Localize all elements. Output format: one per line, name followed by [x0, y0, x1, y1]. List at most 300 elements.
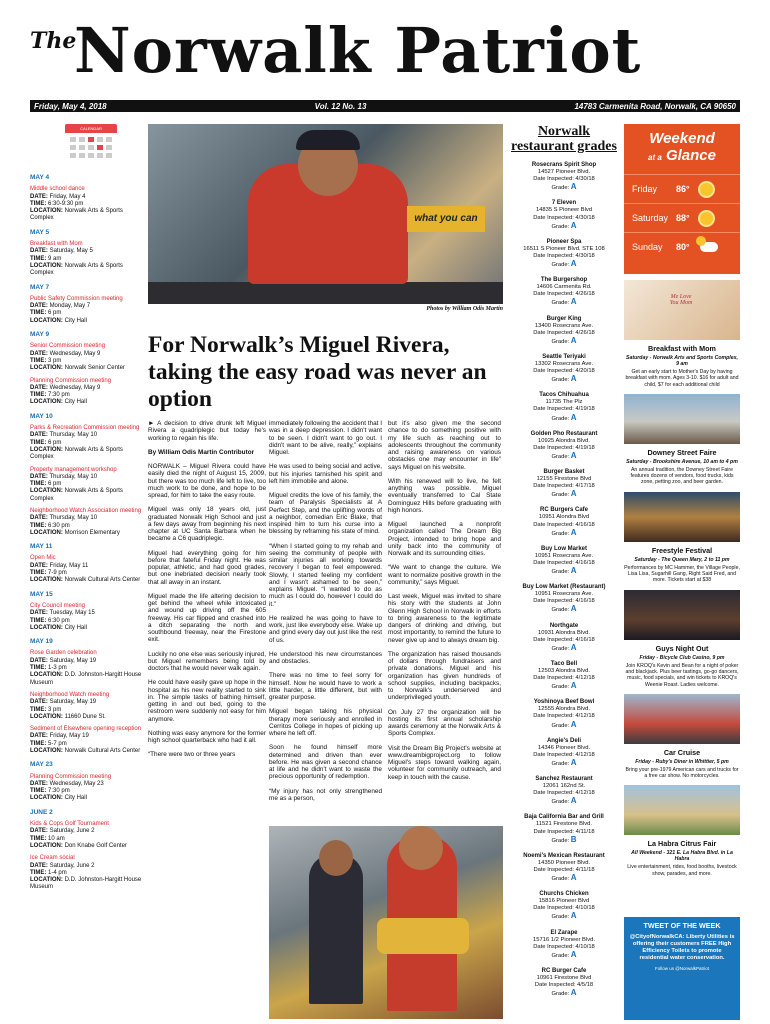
article-paragraph: immediately following the accident that I was in a deep depression. I didn't want to be seen. I didn't want to go out. I didn't want to be alive, really,” explains Miguel.	[269, 420, 382, 456]
calendar-icon-label: CALENDAR	[65, 124, 117, 133]
calendar-line-key: DATE:	[30, 657, 48, 664]
weekend-event-title: Car Cruise	[663, 747, 701, 757]
restaurant-address: 13400 Rosecrans Ave.	[534, 322, 594, 329]
calendar-event-line	[30, 440, 142, 447]
grade-entry	[509, 277, 619, 307]
calendar-line-value: Tuesday, May 15	[49, 610, 95, 617]
restaurant-address: 15816 Pioneer Blvd	[538, 898, 590, 905]
photo-credit: Photos by William Odis Martin	[426, 306, 503, 312]
calendar-event-line	[30, 385, 142, 392]
article-paragraph: Nothing was easy anymore for the former high school quarterback who had it all.	[148, 729, 266, 744]
grade-line: Grade: A	[551, 988, 577, 998]
tweet-of-the-week	[624, 917, 740, 1020]
grade-line: Grade: A	[551, 873, 577, 883]
article-paragraph: With his renewed will to live, he felt anything was possible. Miguel eventually transferred to Cal State Dominguez Hills before graduating with high honors.	[388, 477, 501, 514]
article-paragraph: Miguel launched a nonprofit organization called The Dream Big Project, intended to bring hope and unity back into the community of Norwalk and its surrounding cities.	[388, 521, 501, 557]
weekend-event-photo	[624, 785, 740, 835]
calendar-line-key: TIME:	[30, 310, 47, 317]
weather-day-name: Sunday	[632, 242, 663, 252]
weekend-glance-box	[624, 124, 740, 274]
calendar-line-key: LOCATION:	[30, 842, 63, 849]
article-paragraph: ► A decision to drive drunk left Miguel Rivera a quadriplegic but today he's working to regain his life.	[148, 420, 266, 442]
calendar-line-value: 1-4 pm	[48, 869, 67, 876]
weekend-event	[624, 590, 740, 688]
restaurant-address: 10951 Rosecrans Ave.	[534, 552, 594, 559]
calendar-line-key: LOCATION:	[30, 795, 63, 802]
grade-letter: A	[570, 527, 577, 537]
calendar-line-key: DATE:	[30, 828, 48, 835]
restaurant-address: 13302 Rosecrans Ave.	[534, 360, 594, 367]
weekend-event-photo	[624, 492, 740, 542]
inspection-date: Date Inspected: 4/12/18	[533, 790, 595, 797]
calendar-event-name: Breakfast with Mom	[30, 241, 83, 248]
restaurant-address: 12555 Alondra Blvd.	[538, 706, 590, 713]
calendar-line-value: Morrison Elementary	[64, 529, 120, 536]
calendar-line-value: Saturday, June 2	[49, 862, 95, 869]
calendar-line-value: Monday, May 7	[49, 303, 91, 310]
article-paragraph: “We want to change the culture. We want to normalize positive growth in the community,” says Miguel.	[388, 564, 501, 586]
weekend-event-title: La Habra Citrus Fair	[647, 839, 717, 849]
restaurant-name: Seattle Teriyaki	[542, 353, 586, 360]
calendar-event-line	[30, 618, 142, 625]
article-paragraph: Miguel had everything going for him before that fateful Friday night. He was popular, athletic, and had good grades, but one inebriated decision nearly took that all away in an instant.	[148, 549, 266, 586]
grade-line: Grade: A	[551, 911, 577, 921]
grade-entry	[509, 623, 619, 653]
calendar-event-line	[30, 447, 142, 462]
restaurant-address: 10951 Rosecrans Ave.	[534, 591, 594, 598]
calendar-line-value: Saturday, May 19	[49, 657, 97, 664]
inspection-date: Date Inspected: 4/11/18	[533, 866, 595, 873]
calendar-line-value: City Hall	[64, 399, 87, 406]
grade-entry	[509, 469, 619, 499]
calendar-event-name: Rose Garden celebration	[30, 650, 97, 657]
restaurant-address: 11521 Firestone Blvd.	[536, 821, 592, 828]
calendar-month: MAY 9	[30, 331, 50, 339]
calendar-event-name: Parks & Recreation Commission meeting	[30, 425, 140, 432]
article-column-1	[148, 420, 266, 766]
calendar-line-value: Thursday, May 10	[49, 515, 98, 522]
calendar-line-key: LOCATION:	[30, 399, 63, 406]
weather-day	[624, 203, 740, 232]
inspection-date: Date Inspected: 4/20/18	[533, 368, 595, 375]
calendar-month: MAY 23	[30, 761, 53, 769]
article-paragraph: Miguel made the life altering decision to get behind the wheel while intoxicated and wound up driving off the 605 freeway. His car flipped and crashed into a ditch separating the north and southbound freeway, near the Firestone exit.	[148, 592, 266, 644]
calendar-event-name: Open Mic	[30, 555, 56, 562]
weather-day	[624, 174, 740, 203]
inspection-date: Date Inspected: 4/12/18	[533, 713, 595, 720]
grade-entry	[509, 968, 619, 998]
grade-line: Grade: A	[551, 489, 577, 499]
calendar-line-key: LOCATION:	[30, 672, 63, 679]
inspection-date: Date Inspected: 4/30/18	[533, 214, 595, 221]
calendar-event-line	[30, 877, 142, 892]
grade-letter: A	[570, 911, 577, 921]
restaurant-name: Burger King	[546, 315, 582, 322]
calendar-event-line	[30, 795, 142, 802]
article-paragraph: He realized he was going to have to work, just like everybody else. Wake up and grind every day out just like the rest of us.	[269, 614, 382, 644]
calendar-line-key: TIME:	[30, 357, 47, 364]
weekend-event-title: Guys Night Out	[655, 643, 709, 653]
calendar-event-line	[30, 358, 142, 365]
calendar-line-key: LOCATION:	[30, 262, 63, 269]
calendar-event-line	[30, 748, 142, 755]
calendar-line-key: LOCATION:	[30, 577, 63, 584]
calendar-line-key: TIME:	[30, 255, 47, 262]
inspection-date: Date Inspected: 4/19/18	[533, 406, 595, 413]
calendar-event-line	[30, 201, 142, 208]
grade-entry	[509, 392, 619, 422]
inspection-date: Date Inspected: 4/17/18	[533, 483, 595, 490]
calendar-line-key: DATE:	[30, 303, 48, 310]
inspection-date: Date Inspected: 4/10/18	[533, 905, 595, 912]
calendar-event-line	[30, 714, 142, 721]
article-headline: For Norwalk’s Miguel Rivera, taking the easy road was never an option	[148, 332, 487, 412]
grade-line: Grade: A	[551, 527, 577, 537]
calendar-event-name: Senior Commission meeting	[30, 343, 106, 350]
article-paragraph: There was no time to feel sorry for himself. Now he would have to work a little harder, a little different, but with greater purpose.	[269, 672, 382, 701]
calendar-event-name: Planning Commission meeting	[30, 377, 112, 384]
article-photo-main	[148, 124, 503, 304]
grade-line: Grade: A	[551, 757, 577, 767]
grade-letter: A	[570, 259, 577, 269]
article-paragraph: The organization has raised thousands of dollars through fundraisers and private donations. Miguel and his organization has given hundreds of school supplies, including backpacks, to Norwalk's underserved and underprivileged youth.	[388, 650, 501, 702]
calendar-line-value: 6 pm	[48, 310, 62, 317]
weekend-event-when: Saturday - Brookshire Avenue, 10 am to 4 pm	[626, 458, 738, 465]
calendar-line-value: City Hall	[64, 317, 87, 324]
inspection-date: Date Inspected: 4/26/18	[533, 329, 595, 336]
weekend-event	[624, 492, 740, 584]
weekend-event-when: Friday - Bicycle Club Casino, 9 pm	[639, 654, 725, 661]
calendar-line-value: 3 pm	[48, 357, 62, 364]
grade-entry	[509, 316, 619, 346]
calendar-event-line	[30, 570, 142, 577]
calendar-event-line	[30, 665, 142, 672]
calendar-event-line	[30, 788, 142, 795]
weather-temp: 86°	[676, 184, 690, 194]
grade-letter: A	[570, 182, 577, 192]
grade-line: Grade: A	[551, 719, 577, 729]
article-paragraph: On July 27 the organization will be hosting its first annual scholarship awards ceremony at the Norwalk Arts & Sports Complex.	[388, 708, 501, 738]
grade-line: Grade: A	[551, 642, 577, 652]
grade-entry	[509, 853, 619, 883]
inspection-date: Date Inspected: 4/16/18	[533, 521, 595, 528]
calendar-event-name: Middle school dance	[30, 186, 85, 193]
calendar-line-value: 6:30 pm	[48, 522, 70, 529]
restaurant-name: Churchs Chicken	[539, 891, 589, 898]
dateline	[30, 100, 740, 112]
calendar-line-value: 7:30 pm	[48, 788, 70, 795]
grade-letter: A	[570, 412, 577, 422]
calendar-event-name: Property management workshop	[30, 466, 117, 473]
calendar-event-line	[30, 488, 142, 503]
calendar-line-key: TIME:	[30, 481, 47, 488]
weekend-at-a: at a	[648, 153, 662, 162]
calendar-event-line	[30, 707, 142, 714]
calendar-event-line	[30, 523, 142, 530]
weekend-event	[624, 694, 740, 780]
grade-entry	[509, 699, 619, 729]
article-paragraph: Soon he found himself more determined and driven than ever before. He was given a second chance at life and he didn't want to waste the precious opportunity of redemption.	[269, 744, 382, 781]
calendar-line-key: TIME:	[30, 869, 47, 876]
calendar-line-value: City Hall	[64, 795, 87, 802]
calendar-line-value: 6:30 pm	[48, 617, 70, 624]
weekend-event-title: Freestyle Festival	[651, 545, 713, 555]
calendar-line-value: Norwalk Arts & Sports Complex	[30, 488, 123, 502]
calendar-event-name: Neighborhood Watch Association meeting	[30, 507, 142, 514]
grade-line: Grade: A	[551, 949, 577, 959]
weekend-event-when: Friday - Ruby's Diner in Whittier, 5 pm	[635, 758, 729, 765]
restaurant-name: The Burgershop	[540, 277, 588, 284]
calendar-event-line	[30, 672, 142, 687]
calendar-line-value: 3 pm	[48, 706, 62, 713]
inspection-date: Date Inspected: 4/19/18	[533, 444, 595, 451]
grade-letter: A	[570, 719, 577, 729]
grade-line: Grade: A	[551, 297, 577, 307]
calendar-line-key: TIME:	[30, 439, 47, 446]
calendar-month: MAY 11	[30, 543, 53, 551]
calendar-line-key: TIME:	[30, 706, 47, 713]
article-paragraph: but it's also given me the second chance to do something positive with my life such as reaching out to adolescents throughout the community and raising awareness on various obstacles one may encounter in life” says Miguel on his website.	[388, 420, 501, 471]
calendar-event-line	[30, 733, 142, 740]
weekend-event-photo	[624, 280, 740, 340]
calendar-event-line	[30, 625, 142, 632]
weekend-event-desc: An annual tradition, the Downey Street Faire features dozens of vendors, food trucks, kids zone, petting zoo, and beer garden.	[630, 466, 734, 486]
grade-letter: A	[570, 297, 577, 307]
calendar-event-line	[30, 474, 142, 481]
calendar-event-line	[30, 432, 142, 439]
calendar-icon	[65, 124, 117, 164]
calendar-line-value: Thursday, May 10	[49, 473, 98, 480]
calendar-line-key: LOCATION:	[30, 529, 63, 536]
weekend-event-desc: Live entertainment, rides, food booths, livestock show, parades, and more.	[627, 864, 737, 877]
restaurant-address: 12155 Firestone Blvd	[536, 476, 592, 483]
calendar-line-key: DATE:	[30, 862, 48, 869]
grade-entry	[509, 546, 619, 576]
article-paragraph: He was used to being social and active, but his injuries tarnished his spirit and left him immobile and alone.	[269, 463, 382, 485]
calendar-event-line	[30, 781, 142, 788]
calendar-month: MAY 5	[30, 228, 50, 236]
calendar-event-line	[30, 256, 142, 263]
calendar-line-value: Saturday, June 2	[49, 828, 95, 835]
calendar-line-value: City Hall	[64, 624, 87, 631]
restaurant-address: 16511 S Pioneer Blvd. STE 108	[523, 245, 605, 252]
calendar-event-line	[30, 248, 142, 255]
calendar-event-line	[30, 392, 142, 399]
calendar-event-name: City Council meeting	[30, 602, 86, 609]
inspection-date: Date Inspected: 4/26/18	[533, 291, 595, 298]
issue-volume: Vol. 12 No. 13	[314, 101, 367, 111]
calendar-month: MAY 19	[30, 638, 53, 646]
masthead	[30, 14, 740, 94]
calendar-line-key: DATE:	[30, 562, 48, 569]
calendar-line-key: DATE:	[30, 733, 48, 740]
grade-entry	[509, 738, 619, 768]
inspection-date: Date Inspected: 4/16/18	[533, 559, 595, 566]
calendar-event-line	[30, 836, 142, 843]
calendar-line-value: 7-9 pm	[48, 570, 67, 577]
restaurant-name: Noemi's Mexican Restaurant	[523, 852, 605, 859]
weekend-event-desc: Bring your pre-1979 American cars and trucks for a free car show. No motorcycles.	[625, 766, 739, 780]
calendar-line-key: DATE:	[30, 350, 48, 357]
calendar-event-line	[30, 481, 142, 488]
article-photo-secondary	[269, 826, 503, 1019]
calendar-event-line	[30, 399, 142, 406]
calendar-event-line	[30, 303, 142, 310]
calendar-event-line	[30, 563, 142, 570]
calendar-line-key: TIME:	[30, 788, 47, 795]
grade-entry	[509, 239, 619, 269]
restaurant-address: 14350 Pioneer Blvd.	[537, 859, 591, 866]
calendar-line-key: LOCATION:	[30, 748, 63, 754]
grade-line: Grade: A	[551, 450, 577, 460]
restaurant-name: Sanchez Restaurant	[535, 776, 593, 782]
calendar-line-key: TIME:	[30, 740, 47, 747]
calendar-line-key: DATE:	[30, 699, 48, 706]
restaurant-name: Golden Pho Restaurant	[530, 430, 598, 437]
tweet-title: TWEET OF THE WEEK	[643, 921, 721, 930]
calendar-month: MAY 15	[30, 590, 53, 598]
calendar-line-key: DATE:	[30, 473, 48, 480]
calendar-line-key: TIME:	[30, 392, 47, 399]
calendar-line-value: Friday, May 19	[49, 733, 89, 740]
grade-line: Grade: A	[551, 796, 577, 806]
grade-letter: A	[570, 489, 577, 499]
weather-temp: 80°	[676, 242, 690, 252]
calendar-event-line	[30, 351, 142, 358]
calendar-event-line	[30, 530, 142, 537]
calendar-event-line	[30, 610, 142, 617]
calendar-column	[30, 124, 142, 1024]
grade-entry	[509, 507, 619, 537]
grade-entry	[509, 354, 619, 384]
calendar-line-key: TIME:	[30, 835, 47, 842]
restaurant-name: Buy Low Market (Restaurant)	[522, 584, 606, 591]
calendar-line-key: DATE:	[30, 384, 48, 391]
grade-entry	[509, 162, 619, 192]
grade-line: Grade: A	[551, 412, 577, 422]
restaurant-address: 15716 1/2 Pioneer Blvd.	[533, 936, 595, 943]
grade-line: Grade: A	[551, 182, 577, 192]
grade-line: Grade: B	[551, 834, 577, 844]
weekend-event-desc: Get an early start to Mother's Day by having breakfast with mom. Ages 3-10. $16 for adult and child, $7 for each additional child	[625, 369, 739, 388]
calendar-event-name: Kids & Cops Golf Tournament	[30, 821, 109, 828]
calendar-event-line	[30, 310, 142, 317]
restaurant-name: Burger Basket	[543, 469, 585, 475]
inspection-date: Date Inspected: 4/12/18	[533, 675, 595, 682]
grade-letter: A	[570, 566, 577, 576]
restaurant-name: RC Burgers Cafe	[539, 507, 588, 514]
partly-cloudy-icon	[700, 242, 718, 252]
restaurant-grades	[509, 124, 619, 1006]
article-paragraph: “There were two or three years	[148, 751, 236, 759]
calendar-line-value: Friday, May 4	[49, 193, 86, 200]
calendar-line-value: Thursday, May 10	[49, 432, 98, 439]
grade-letter: A	[570, 335, 577, 345]
article-paragraph: Luckily no one else was seriously injured, but Miguel remembers being told by doctors that he would never walk again.	[148, 650, 266, 672]
calendar-line-value: Friday, May 11	[49, 562, 89, 569]
grade-letter: A	[570, 796, 577, 806]
grade-line: Grade: A	[551, 566, 577, 576]
calendar-event-line	[30, 863, 142, 870]
calendar-line-key: LOCATION:	[30, 208, 63, 215]
calendar-event-line	[30, 577, 142, 584]
weekend-glance: Glance	[665, 147, 716, 164]
article-paragraph: Miguel was only 18 years old, just graduated Norwalk High School and just a few days away from beginning his next chapter at UC Santa Barbara when he became a C6 quadriplegic.	[148, 506, 266, 543]
calendar-line-value: 6 pm	[48, 439, 62, 446]
calendar-line-value: Don Knabe Golf Center	[64, 842, 127, 849]
calendar-line-key: LOCATION:	[30, 365, 63, 372]
calendar-line-value: Norwalk Senior Center	[64, 365, 125, 372]
weather-day-name: Friday	[632, 184, 658, 194]
calendar-month: MAY 4	[30, 174, 50, 181]
calendar-line-value: Wednesday, May 9	[49, 350, 101, 357]
grade-line: Grade: A	[551, 220, 577, 230]
calendar-line-key: LOCATION:	[30, 317, 63, 324]
article-paragraph: Miguel credits the love of his family, the team of Paralysis Specialists at A Perfect Step, and the uplifting words of a neighbor, comedian Eric Blake, that inspired him to turn his curse into a blessing by reframing his state of mind.	[269, 492, 382, 536]
article-paragraph: Miguel began taking his physical therapy more seriously and enrolled in Cerritos College in hopes of picking up where he left off.	[269, 708, 382, 737]
calendar-events	[30, 174, 142, 892]
calendar-event-line	[30, 194, 142, 201]
calendar-event-line	[30, 515, 142, 522]
sun-icon	[700, 183, 713, 196]
calendar-line-value: 7:30 pm	[48, 392, 70, 399]
weekend-event-when: Saturday - The Queen Mary, 2 to 11 pm	[634, 556, 730, 563]
inspection-date: Date Inspected: 4/30/18	[533, 252, 595, 259]
weekend-sidebar	[624, 124, 740, 1020]
weekend-event-when: All Weekend - 321 E. La Habra Blvd. in La Habra	[631, 850, 733, 863]
calendar-event-line	[30, 870, 142, 877]
grade-line: Grade: A	[551, 681, 577, 691]
restaurant-address: 10925 Alondra Blvd.	[538, 437, 590, 444]
restaurant-address: 11735 The Plz	[545, 399, 583, 406]
grade-entry	[509, 930, 619, 960]
calendar-event-name: Neighborhood Watch meeting	[30, 691, 110, 698]
calendar-line-value: Wednesday, May 23	[49, 780, 104, 787]
calendar-line-key: DATE:	[30, 515, 48, 522]
calendar-line-key: LOCATION:	[30, 624, 63, 631]
calendar-line-value: 1-3 pm	[48, 665, 67, 672]
grade-line: Grade: A	[551, 259, 577, 269]
calendar-event-line	[30, 843, 142, 850]
grade-line: Grade: A	[551, 374, 577, 384]
calendar-line-key: DATE:	[30, 610, 48, 617]
calendar-line-value: Saturday, May 5	[49, 248, 93, 255]
restaurant-name: Yoshinoya Beef Bowl	[533, 699, 595, 706]
restaurant-name: Rosecrans Spirit Shop	[531, 162, 597, 168]
calendar-line-key: TIME:	[30, 617, 47, 624]
weekend-event-desc: Performances by MC Hammer, the Village People, Lisa Lisa, Sugarhill Gang, Right Said Fred, and more. Tickets start at $38	[624, 564, 740, 584]
calendar-line-key: TIME:	[30, 570, 47, 577]
calendar-line-key: DATE:	[30, 432, 48, 439]
calendar-event-line	[30, 318, 142, 325]
grade-entry	[509, 584, 619, 614]
calendar-event-line	[30, 699, 142, 706]
calendar-event-name: Ice Cream social	[30, 855, 75, 862]
article-column-2	[269, 420, 382, 809]
calendar-line-value: D.D. Johnston-Hargitt House Museum	[30, 877, 142, 891]
sun-icon	[700, 212, 713, 225]
calendar-line-value: Wednesday, May 9	[49, 384, 101, 391]
grade-letter: A	[570, 681, 577, 691]
photo-sign-text: what you can	[407, 206, 485, 232]
grade-entry	[509, 891, 619, 921]
grades-title: Norwalk restaurant grades	[511, 124, 617, 154]
restaurant-name: El Zarape	[550, 929, 578, 936]
restaurant-name: Buy Low Market	[540, 545, 587, 552]
mug-text: Me Love You Mom	[669, 294, 693, 306]
grade-entry	[509, 200, 619, 230]
issue-date: Friday, May 4, 2018	[34, 101, 107, 111]
